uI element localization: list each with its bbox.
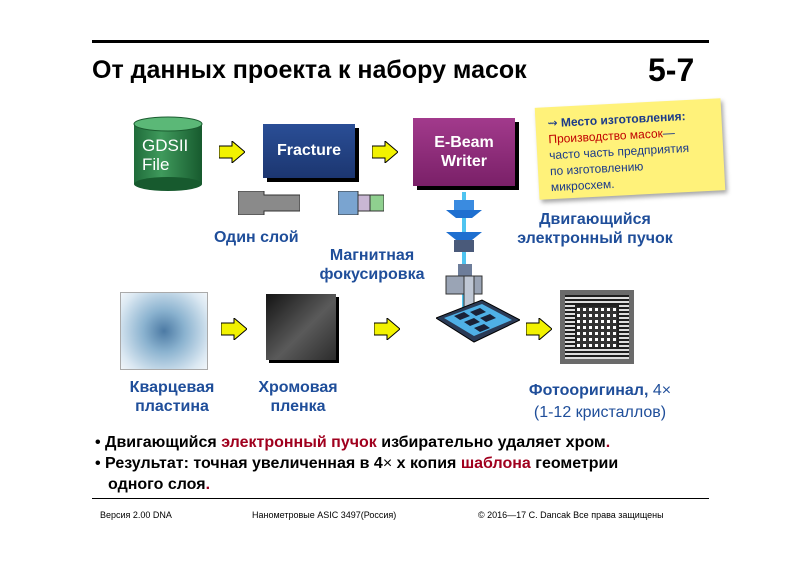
- slide-number: 5-7: [648, 52, 695, 88]
- note-line4: микросхем.: [550, 176, 615, 195]
- footer-version: Версия 2.00 DNA: [100, 510, 172, 520]
- magnetic-label-line2: фокусировка: [319, 266, 425, 283]
- magnetic-label-line1: Магнитная: [329, 247, 415, 264]
- note-line2: часто часть предприятия: [548, 140, 690, 163]
- gdsii-file-cylinder: [132, 116, 206, 192]
- note-title: Место изготовления:: [560, 109, 686, 130]
- chrome-label-line2: пленка: [270, 398, 326, 415]
- note-bullet-icon: ⇝: [547, 115, 558, 131]
- bullet-list: [95, 432, 618, 495]
- ebeam-label-line1: E-Beam: [434, 134, 494, 151]
- chrome-label-line1: Хромовая: [258, 379, 338, 396]
- moving-beam-label: [500, 210, 690, 248]
- footer-course: Нанометровые ASIC 3497(Россия): [252, 510, 397, 520]
- arrow-right-icon: [374, 318, 400, 340]
- electron-beam-column-icon: [436, 192, 520, 356]
- bullet-item-2: • Результат: точная увеличенная в 4× х копия шаблона геометрии: [95, 455, 619, 472]
- quartz-label: [114, 378, 230, 416]
- sticky-note: [535, 98, 726, 200]
- arrow-right-icon: [526, 318, 552, 340]
- chrome-label: [248, 378, 348, 416]
- fracture-box: [263, 124, 355, 178]
- note-highlight: Производство масок: [548, 126, 664, 147]
- one-layer-label: Один слой: [214, 229, 299, 246]
- bullet-item-2-cont: одного слоя.: [108, 476, 211, 493]
- photomask-image: [560, 290, 634, 364]
- note-line3: по изготовлению: [549, 159, 644, 179]
- photomask-scale: 4×: [652, 382, 672, 399]
- bullet-item-1: • Двигающийся электронный пучок избирательно удаляет хром.: [95, 434, 611, 451]
- arrow-right-icon: [372, 141, 398, 163]
- magnetic-focus-label: [318, 246, 426, 284]
- photomask-label: [508, 381, 692, 422]
- moving-beam-line1: Двигающийся: [539, 211, 651, 228]
- quartz-label-line2: пластина: [135, 398, 209, 415]
- photomask-label-line1: Фотооригинал,: [528, 382, 649, 399]
- fractured-shape-icon: [338, 191, 384, 215]
- ebeam-writer-box: [413, 118, 515, 186]
- footer-copyright: © 2016—17 C. Dancak Все права защищены: [478, 510, 664, 520]
- quartz-label-line1: Кварцевая: [129, 379, 215, 396]
- fracture-label: Fracture: [276, 142, 342, 159]
- gdsii-label: GDSII: [142, 136, 189, 155]
- ebeam-label-line2: Writer: [441, 153, 487, 170]
- arrow-right-icon: [219, 141, 245, 163]
- note-dash: —: [662, 125, 676, 141]
- page-title: От данных проекта к набору масок: [92, 56, 527, 84]
- layer-shape-icon: [238, 191, 300, 215]
- moving-beam-line2: электронный пучок: [517, 230, 673, 247]
- quartz-plate-image: [120, 292, 208, 370]
- arrow-right-icon: [221, 318, 247, 340]
- bottom-rule: [92, 498, 709, 499]
- file-label: File: [142, 155, 170, 174]
- photomask-label-line2: (1-12 кристаллов): [533, 404, 667, 421]
- chrome-film-image: [266, 294, 336, 360]
- top-rule: [92, 40, 709, 43]
